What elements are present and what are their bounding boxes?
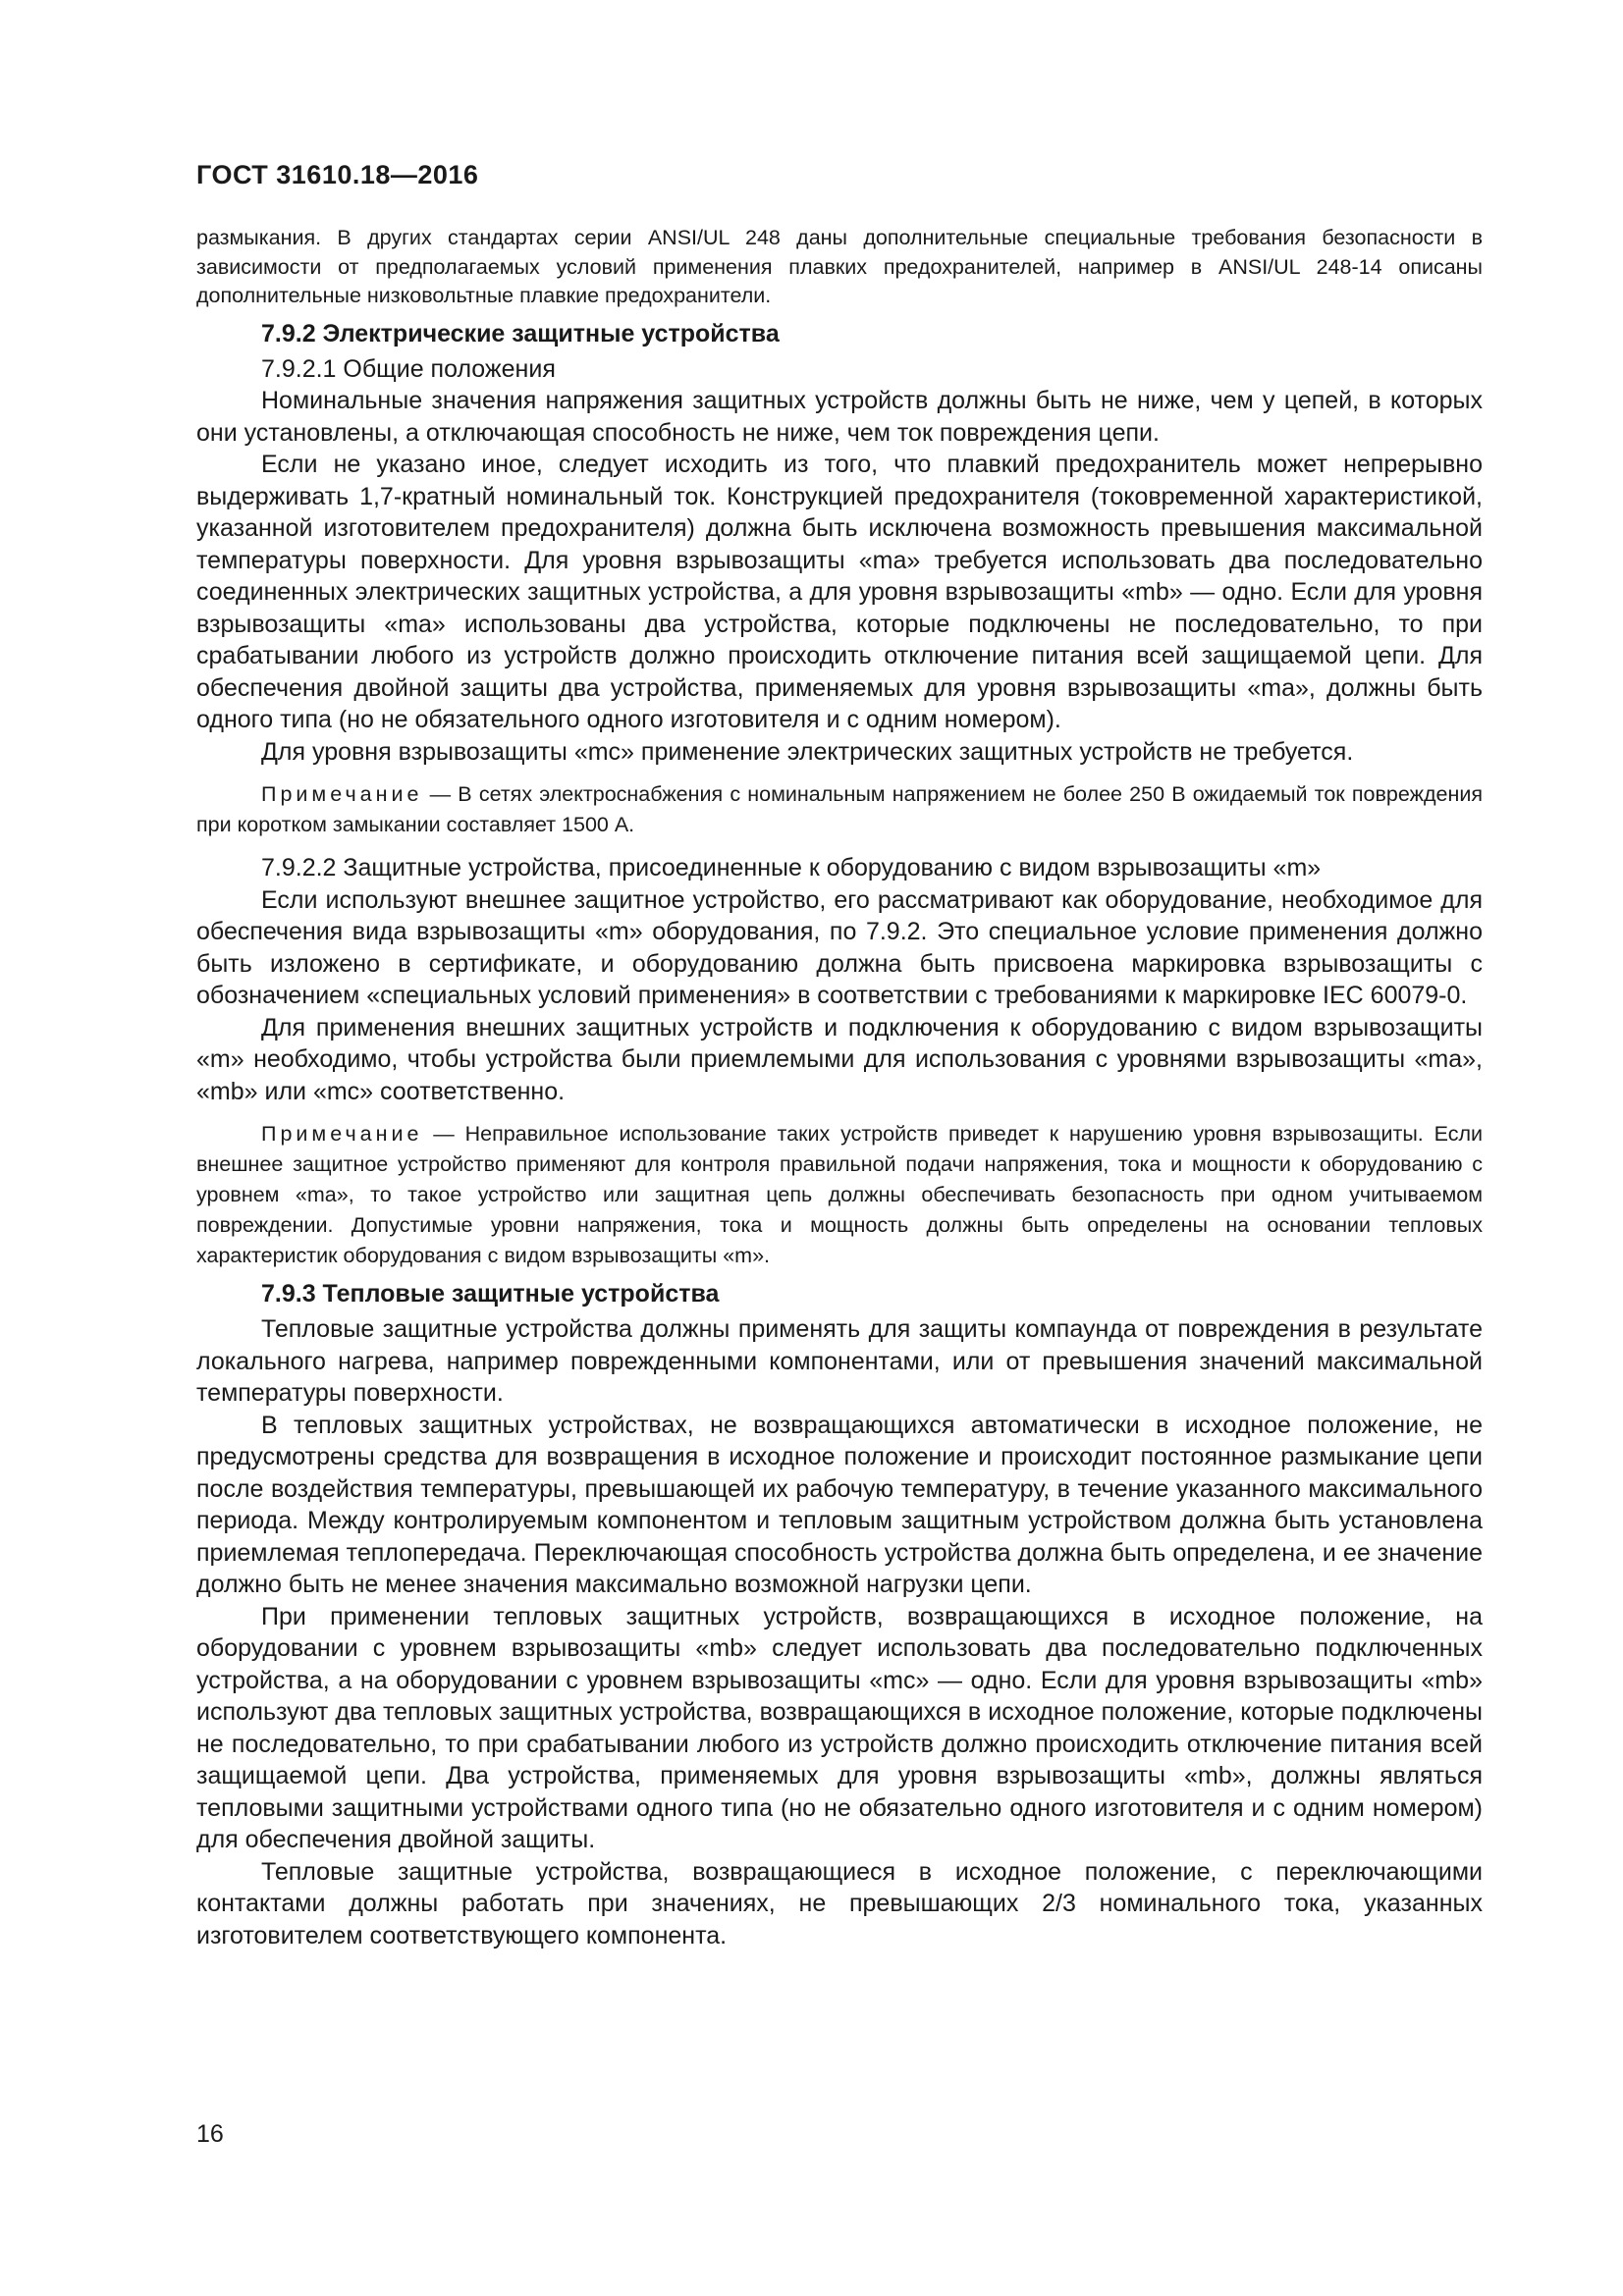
page-number: 16	[196, 2120, 224, 2148]
paragraph: Тепловые защитные устройства, возвращающиеся в исходное положение, с переключающими контактами должны работать при значениях, не превышающих 2/3 номинального тока, указанных изготовителем соответствующего компонента.	[196, 1857, 1483, 1949]
paragraph: Для уровня взрывозащиты «mc» применение электрических защитных устройств не требуется.	[261, 737, 1354, 766]
paragraph: Тепловые защитные устройства должны применять для защиты компаунда от повреждения в результате локального нагрева, например поврежденными компонентами, или от превышения значений максимальной температуры поверхности.	[196, 1315, 1483, 1407]
document-header: ГОСТ 31610.18—2016	[196, 160, 479, 189]
note-label: Примечание	[261, 1122, 423, 1146]
paragraph: Если не указано иное, следует исходить из того, что плавкий предохранитель может непрерывно выдерживать 1,7-кратный номинальный ток. Конструкцией предохранителя (токовременной характеристикой, указанной изготовителем предохранителя) должна быть исключена возможность превышения максимальной температуры поверхности. Для уровня взрывозащиты «ma» требуется использовать два последовательно соединенных электрических защитных устройства, а для уровня взрывозащиты «mb» — одно. Если для уровня взрывозащиты «ma» использованы два устройства, которые подключены не последовательно, то при срабатывании любого из устройств должно происходить отключение питания всей защищаемой цепи. Для обеспечения двойной защиты два устройства, применяемых для уровня взрывозащиты «ma», должны быть одного типа (но не обязательного одного изготовителя и с одним номером).	[196, 451, 1483, 733]
document-body	[196, 224, 1483, 1951]
note-text: — В сетях электроснабжения с номинальным напряжением не более 250 В ожидаемый ток повреждения при коротком замыкании составляет 1500 А.	[196, 782, 1483, 836]
paragraph: Для применения внешних защитных устройств и подключения к оборудованию с видом взрывозащиты «m» необходимо, чтобы устройства были приемлемыми для использования с уровнями взрывозащиты «ma», «mb» или «mc» соответственно.	[196, 1013, 1483, 1105]
note-text: — Неправильное использование таких устройств приведет к нарушению уровня взрывозащиты. Если внешнее защитное устройство применяют для контроля правильной подачи напряжения, тока и мощности к оборудованию с уровнем «ma», то такое устройство или защитная цепь должны обеспечивать безопасность при одном учитываемом повреждении. Допустимые уровни напряжения, тока и мощность должны быть определены на основании тепловых характеристик оборудования с видом взрывозащиты «m».	[196, 1122, 1483, 1267]
paragraph: Номинальные значения напряжения защитных устройств должны быть не ниже, чем у цепей, в которых они установлены, а отключающая способность не ниже, чем ток повреждения цепи.	[196, 387, 1483, 447]
section-heading-7-9-3: 7.9.3 Тепловые защитные устройства	[261, 1280, 720, 1308]
note-2	[196, 1119, 1483, 1271]
note-1	[196, 779, 1483, 840]
intro-paragraph: размыкания. В других стандартах серии ANSI/UL 248 даны дополнительные специальные требования безопасности в зависимости от предполагаемых условий применения плавких предохранителей, например в ANSI/UL 248-14 описаны дополнительные низковольтные плавкие предохранители.	[196, 226, 1483, 307]
note-label: Примечание	[261, 782, 423, 806]
subsection-heading-7-9-2-2: 7.9.2.2 Защитные устройства, присоединенные к оборудованию с видом взрывозащиты «m»	[261, 854, 1322, 881]
paragraph: В тепловых защитных устройствах, не возвращающихся автоматически в исходное положение, не предусмотрены средства для возвращения в исходное положение и происходит постоянное размыкание цепи после воздействия температуры, превышающей их рабочую температуру, в течение указанного максимального периода. Между контролируемым компонентом и тепловым защитным устройством должна быть установлена приемлемая теплопередача. Переключающая способность устройства должна быть определена, и ее значение должно быть не менее значения максимально возможной нагрузки цепи.	[196, 1411, 1483, 1598]
paragraph: При применении тепловых защитных устройств, возвращающихся в исходное положение, на оборудовании с уровнем взрывозащиты «mb» следует использовать два последовательно подключенных устройства, а на оборудовании с уровнем взрывозащиты «mc» — одно. Если для уровня взрывозащиты «mb» используют два тепловых защитных устройства, возвращающихся в исходное положение, которые подключены не последовательно, то при срабатывании любого из устройств должно происходить отключение питания всей защищаемой цепи. Два устройства, применяемых для уровня взрывозащиты «mb», должны являться тепловыми защитными устройствами одного типа (но не обязательно одного изготовителя и с одним номером) для обеспечения двойной защиты.	[196, 1602, 1483, 1853]
section-heading-7-9-2: 7.9.2 Электрические защитные устройства	[261, 319, 780, 347]
subsection-heading-7-9-2-1: 7.9.2.1 Общие положения	[261, 354, 556, 383]
paragraph: Если используют внешнее защитное устройство, его рассматривают как оборудование, необходимое для обеспечения вида взрывозащиты «m» оборудования, по 7.9.2. Это специальное условие применения должно быть изложено в сертификате, и оборудованию должна быть присвоена маркировка взрывозащиты с обозначением «специальных условий применения» в соответствии с требованиями к маркировке IEC 60079-0.	[196, 885, 1483, 1009]
